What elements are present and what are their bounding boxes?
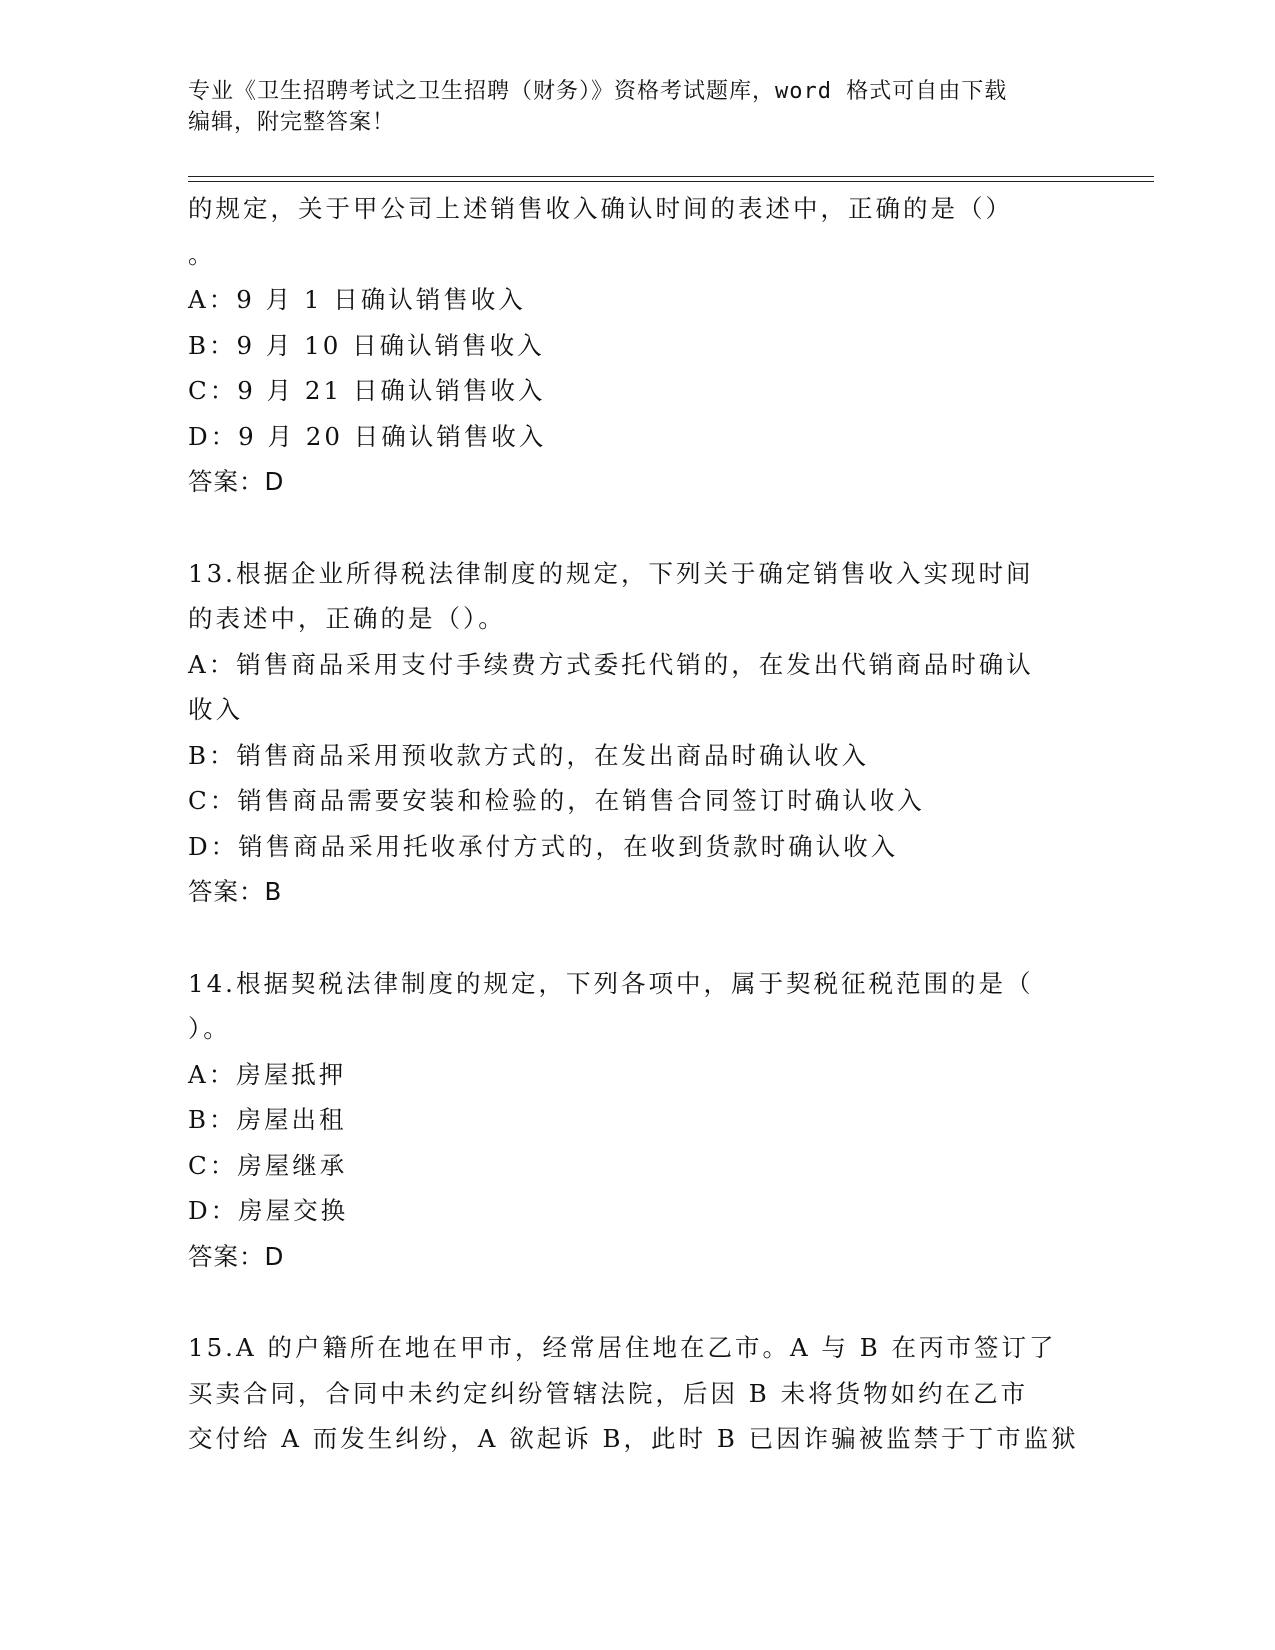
question-stem-line: 交付给 A 而发生纠纷，A 欲起诉 B，此时 B 已因诈骗被监禁于丁市监狱 bbox=[188, 1424, 1079, 1453]
option-c: C：房屋继承 bbox=[188, 1150, 348, 1180]
header-line-1: 专业《卫生招聘考试之卫生招聘（财务）》资格考试题库，word 格式可自由下载 bbox=[188, 79, 1008, 104]
question-stem-line: 的表述中，正确的是（）。 bbox=[188, 604, 506, 633]
answer-line: 答案：B bbox=[188, 877, 283, 906]
question-stem-line: 15.A 的户籍所在地在甲市，经常居住地在乙市。A 与 B 在丙市签订了 bbox=[188, 1333, 1057, 1362]
option-a: A：9 月 1 日确认销售收入 bbox=[188, 285, 526, 314]
question-stem-line: 14.根据契税法律制度的规定，下列各项中，属于契税征税范围的是（ bbox=[188, 968, 1034, 998]
option-c: C：销售商品需要安装和检验的，在销售合同签订时确认收入 bbox=[188, 786, 925, 815]
question-13 bbox=[188, 551, 1088, 915]
question-stem-line: 买卖合同，合同中未约定纠纷管辖法院，后因 B 未将货物如约在乙市 bbox=[188, 1378, 1029, 1408]
question-spacer bbox=[188, 1279, 1088, 1325]
page-header bbox=[188, 76, 1088, 138]
question-12-continued bbox=[188, 186, 1088, 505]
option-b: B：9 月 10 日确认销售收入 bbox=[188, 330, 545, 360]
question-content bbox=[188, 186, 1088, 1462]
question-15 bbox=[188, 1325, 1088, 1462]
option-a: A：房屋抵押 bbox=[188, 1059, 347, 1089]
option-a: A：销售商品采用支付手续费方式委托代销的，在发出代销商品时确认 bbox=[188, 649, 1034, 679]
question-stem-line: 的规定，关于甲公司上述销售收入确认时间的表述中，正确的是（） bbox=[188, 194, 1013, 223]
question-stem-line: 。 bbox=[188, 239, 216, 269]
answer-line: 答案：D bbox=[188, 467, 285, 496]
question-stem-line: ）。 bbox=[188, 1014, 231, 1043]
question-spacer bbox=[188, 915, 1088, 961]
header-line-2: 编辑，附完整答案！ bbox=[188, 110, 396, 135]
question-spacer bbox=[188, 505, 1088, 551]
option-d: D：房屋交换 bbox=[188, 1196, 349, 1225]
option-b: B：房屋出租 bbox=[188, 1105, 347, 1134]
option-d: D：销售商品采用托收承付方式的，在收到货款时确认收入 bbox=[188, 831, 899, 861]
option-a-continued: 收入 bbox=[188, 695, 243, 724]
header-divider-top bbox=[188, 176, 1154, 177]
question-stem-line: 13.根据企业所得税法律制度的规定，下列关于确定销售收入实现时间 bbox=[188, 558, 1034, 588]
option-c: C：9 月 21 日确认销售收入 bbox=[188, 376, 546, 405]
header-divider-bottom bbox=[188, 181, 1154, 182]
option-d: D：9 月 20 日确认销售收入 bbox=[188, 421, 547, 451]
question-14 bbox=[188, 961, 1088, 1280]
answer-line: 答案：D bbox=[188, 1241, 285, 1271]
option-b: B：销售商品采用预收款方式的，在发出商品时确认收入 bbox=[188, 740, 870, 770]
